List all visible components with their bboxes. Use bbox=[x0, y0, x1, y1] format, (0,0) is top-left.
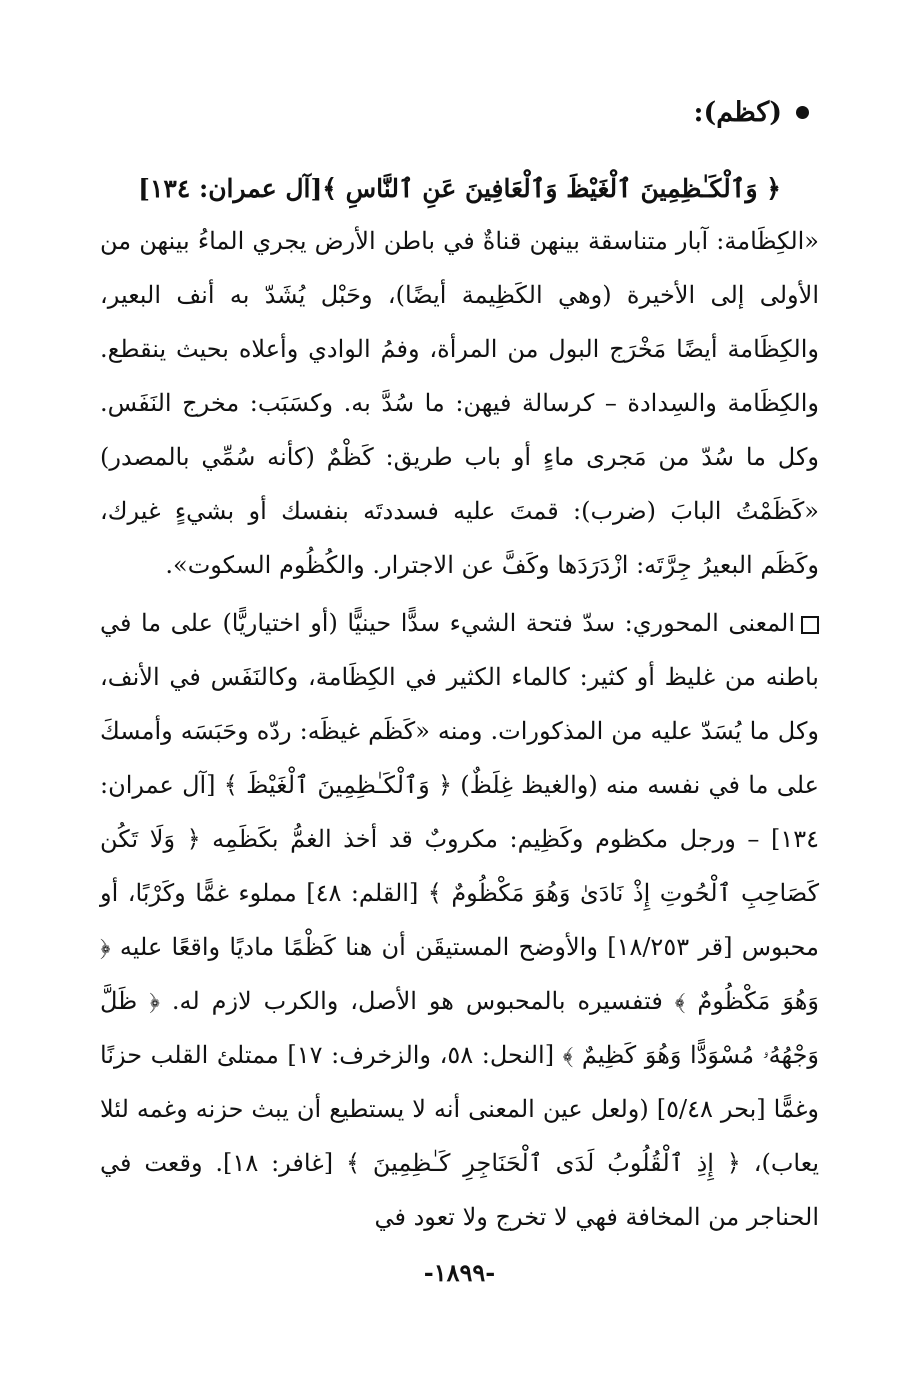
entry-root: (كظم): bbox=[693, 96, 782, 128]
bullet-icon bbox=[796, 106, 809, 119]
meaning-paragraph bbox=[100, 596, 819, 1244]
entry-heading bbox=[100, 92, 809, 132]
entry-body bbox=[100, 214, 819, 1244]
quran-verse: ﴿ وَٱلْكَـٰظِمِينَ ٱلْغَيْظَ وَٱلْعَافِينَ عَنِ ٱلنَّاسِ ﴾[آل عمران: ١٣٤] bbox=[138, 174, 781, 203]
definition-paragraph: «الكِظَامة: آبار متناسقة بينهن قناةٌ في باطن الأرض يجري الماءُ بينهن من الأولى إلى الأخيرة (وهي الكَظِيمة أيضًا)، وحَبْل يُشَدّ به أنف البعير، والكِظَامة أيضًا مَخْرَج البول من المرأة، وفمُ الوادي وأعلاه بحيث ينقطع. والكِظَامة والسِدادة – كرسالة فيهن: ما سُدَّ به. وكسَبَب: مخرج النَفَس. وكل ما سُدّ من مَجرى ماءٍ أو باب طريق: كَظْمٌ (كأنه سُمِّي بالمصدر) «كَظَمْتُ البابَ (ضرب): قمتَ عليه فسددتَه بنفسك أو بشيءٍ غيرك، وكَظَم البعيرُ جِرَّتَه: ازْدَرَدَها وكَفَّ عن الاجترار. والكُظُوم السكوت». bbox=[100, 227, 819, 579]
meaning-text: المعنى المحوري: سدّ فتحة الشيء سدًّا حينيًّا (أو اختياريًّا) على ما في باطنه من غليظ أو كثير: كالماء الكثير في الكِظَامة، وكالنَفَس في الأنف، وكل ما يُسَدّ عليه من المذكورات. ومنه «كَظَم غيظَه: ردّه وحَبَسَه وأمسكَ على ما في نفسه منه (والغيظ غِلَظٌ) ﴿ وَٱلْكَـٰظِمِينَ ٱلْغَيْظَ ﴾ [آل عمران: ١٣٤] – ورجل مكظوم وكَظِيم: مكروبٌ قد أخذ الغمُّ بكَظَمِه ﴿ وَلَا تَكُن كَصَاحِبِ ٱلْحُوتِ إِذْ نَادَىٰ وَهُوَ مَكْظُومٌ ﴾ [القلم: ٤٨] مملوء غمًّا وكَرْبًا، أو محبوس [قر ١٨/٢٥٣] والأوضح المستيقَن أن هنا كَظْمًا ماديًا واقعًا عليه ﴿ وَهُوَ مَكْظُومٌ ﴾ فتفسيره بالمحبوس هو الأصل، والكرب لازم له. ﴿ ظَلَّ وَجْهُهُۥ مُسْوَدًّا وَهُوَ كَظِيمٌ ﴾ [النحل: ٥٨، والزخرف: ١٧] ممتلئ القلب حزنًا وغمًّا [بحر ٥/٤٨] (ولعل عين المعنى أنه لا يستطيع أن يبث حزنه وغمه لئلا يعاب)، ﴿ إِذِ ٱلْقُلُوبُ لَدَى ٱلْحَنَاجِرِ كَـٰظِمِينَ ﴾ [غافر: ١٨]. وقعت في الحناجر من المخافة فهي لا تخرج ولا تعود في bbox=[100, 609, 820, 1231]
page-number: -١٨٩٩- bbox=[423, 1258, 496, 1287]
square-icon bbox=[801, 616, 819, 634]
